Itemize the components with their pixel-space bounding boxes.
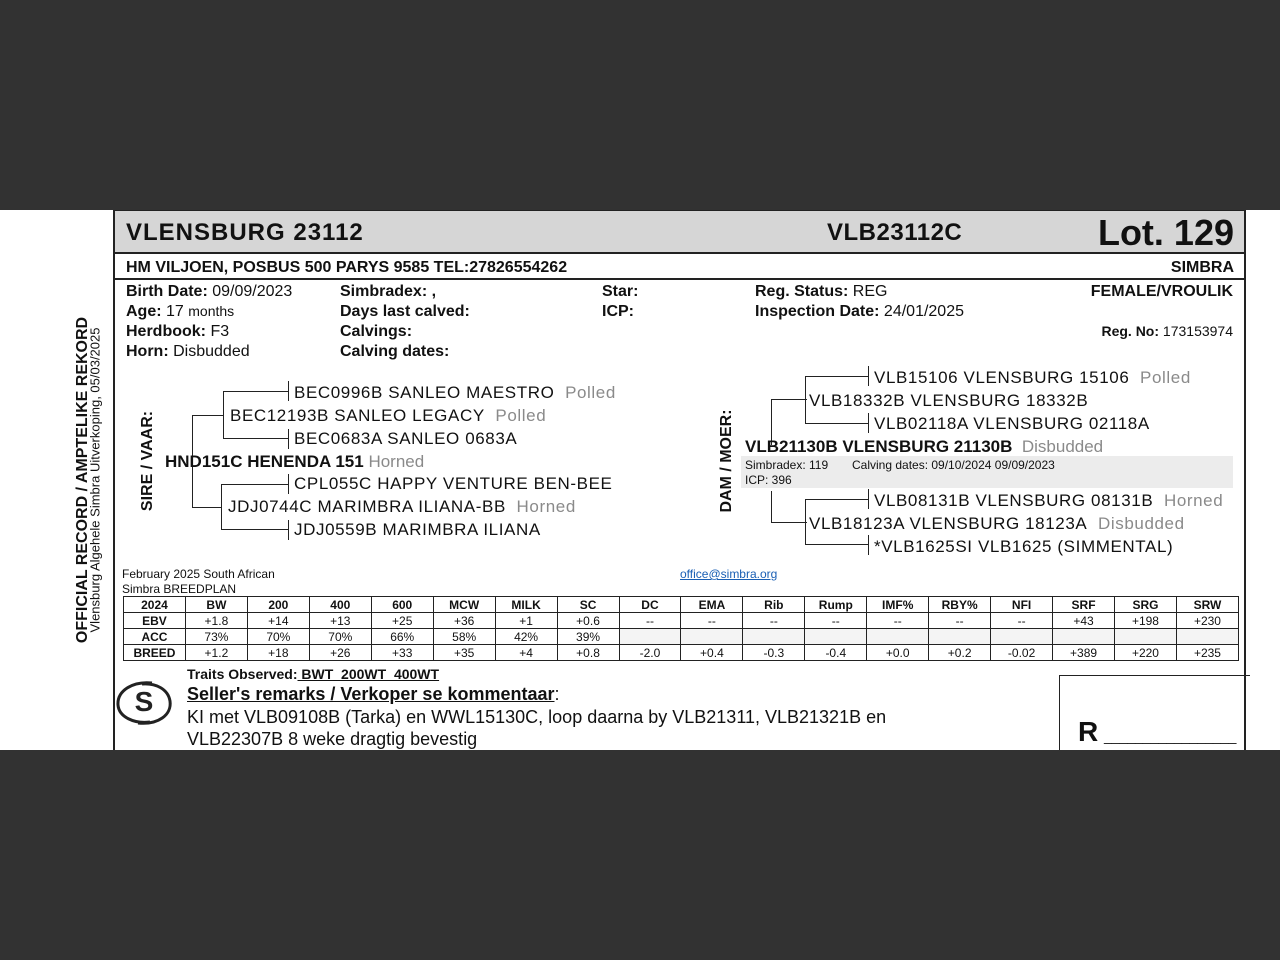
ddss-tick bbox=[868, 489, 869, 509]
calving-dates-label: Calving dates: bbox=[340, 343, 450, 360]
ebv-row bbox=[124, 613, 1239, 629]
reg-status: Reg. Status: REG bbox=[755, 283, 888, 300]
lot-card bbox=[113, 210, 1246, 750]
remarks-line1: KI met VLB09108B (Tarka) en WWL15130C, loop daarna by VLB21311, VLB21321B en bbox=[187, 707, 887, 727]
ebv-cell: 73% bbox=[185, 629, 247, 645]
lot-number: Lot. 129 bbox=[1097, 212, 1234, 253]
dsss-tick bbox=[868, 366, 869, 386]
ss-bracket-bottom bbox=[223, 438, 289, 439]
ebv-cell: -0.3 bbox=[743, 645, 805, 661]
age: Age: 17 months bbox=[126, 303, 235, 320]
ebv-cell: +43 bbox=[1053, 613, 1115, 629]
ebv-cell: +1 bbox=[495, 613, 557, 629]
sd-bracket-line bbox=[221, 484, 222, 530]
price-currency: R bbox=[1078, 716, 1099, 747]
ebv-cell: +220 bbox=[1115, 645, 1177, 661]
ebv-header-cell: MILK bbox=[495, 597, 557, 613]
ebv-header-cell: MCW bbox=[433, 597, 495, 613]
dds-bracket-line bbox=[805, 499, 806, 545]
svg-text:S: S bbox=[134, 686, 154, 717]
ss-bracket-line bbox=[223, 391, 224, 439]
ebv-cell: +0.0 bbox=[867, 645, 929, 661]
dss-bracket-top bbox=[805, 376, 869, 377]
ebv-cell bbox=[929, 629, 991, 645]
ebv-cell: -- bbox=[681, 613, 743, 629]
dam-dam-sire: VLB08131B VLENSBURG 08131B Horned bbox=[874, 491, 1224, 510]
ebv-cell: +13 bbox=[309, 613, 371, 629]
ebv-header-cell: IMF% bbox=[867, 597, 929, 613]
ss-bracket-top bbox=[223, 391, 289, 392]
ebv-cell: +0.2 bbox=[929, 645, 991, 661]
ebv-row-label: ACC bbox=[124, 629, 186, 645]
traits-observed: Traits Observed: BWT 200WT 400WT bbox=[187, 666, 440, 682]
breed-label: SIMBRA bbox=[1170, 259, 1234, 276]
dam-dam: VLB18123A VLENSBURG 18123A Disbudded bbox=[809, 514, 1185, 533]
ebv-row-label: BREED bbox=[124, 645, 186, 661]
lot-header bbox=[115, 211, 1244, 254]
ebv-cell: +35 bbox=[433, 645, 495, 661]
ebv-cell: -0.4 bbox=[805, 645, 867, 661]
sdd-tick bbox=[288, 520, 289, 540]
sire-label: SIRE / VAAR: bbox=[139, 410, 156, 512]
ebv-cell bbox=[1176, 629, 1238, 645]
ebv-cell: +1.8 bbox=[185, 613, 247, 629]
ebv-header-cell: 600 bbox=[371, 597, 433, 613]
ebv-cell: 42% bbox=[495, 629, 557, 645]
dam-sire: VLB18332B VLENSBURG 18332B bbox=[809, 391, 1089, 410]
ebv-header-cell: SC bbox=[557, 597, 619, 613]
ebv-header-cell: RBY% bbox=[929, 597, 991, 613]
sss-tick bbox=[288, 381, 289, 401]
acc-row bbox=[124, 629, 1239, 645]
ebv-cell: +33 bbox=[371, 645, 433, 661]
sire-sire-sire: BEC0996B SANLEO MAESTRO Polled bbox=[294, 383, 616, 402]
ebv-cell: +18 bbox=[247, 645, 309, 661]
ebv-cell: -- bbox=[867, 613, 929, 629]
ebv-cell bbox=[743, 629, 805, 645]
ebv-cell: +0.6 bbox=[557, 613, 619, 629]
ebv-header-cell: 2024 bbox=[124, 597, 186, 613]
ebv-cell: 70% bbox=[247, 629, 309, 645]
ebv-cell: +14 bbox=[247, 613, 309, 629]
ebv-cell bbox=[1053, 629, 1115, 645]
ebv-header-cell: EMA bbox=[681, 597, 743, 613]
sd-bracket-top bbox=[221, 484, 289, 485]
dam-label: DAM / MOER: bbox=[718, 409, 735, 513]
ds-bracket-top bbox=[771, 399, 807, 400]
inspection-date: Inspection Date: 24/01/2025 bbox=[755, 303, 964, 320]
price-box bbox=[1059, 675, 1250, 750]
dam-dam-dam: *VLB1625SI VLB1625 (SIMMENTAL) bbox=[874, 537, 1174, 556]
ebv-cell bbox=[991, 629, 1053, 645]
herdbook: Herdbook: F3 bbox=[126, 323, 230, 340]
email-link[interactable]: office@simbra.org bbox=[680, 567, 778, 581]
ebv-table bbox=[123, 596, 1239, 661]
sex-label: FEMALE/VROULIK bbox=[1090, 283, 1233, 300]
ebv-header-cell: 400 bbox=[309, 597, 371, 613]
ebv-header-cell: NFI bbox=[991, 597, 1053, 613]
calvings-label: Calvings: bbox=[340, 323, 413, 340]
ebv-cell: +235 bbox=[1176, 645, 1238, 661]
ebv-cell: 66% bbox=[371, 629, 433, 645]
sire: HND151C HENENDA 151 Horned bbox=[165, 452, 425, 471]
sire-bracket-top bbox=[192, 415, 224, 416]
ebv-cell: +0.8 bbox=[557, 645, 619, 661]
ebv-cell: -- bbox=[619, 613, 681, 629]
ebv-header-cell: Rib bbox=[743, 597, 805, 613]
ebv-header-cell: SRF bbox=[1053, 597, 1115, 613]
icp-label: ICP: bbox=[602, 303, 634, 320]
owner-bar bbox=[115, 256, 1244, 280]
ebv-cell: 70% bbox=[309, 629, 371, 645]
horn: Horn: Disbudded bbox=[126, 343, 250, 360]
sd-bracket-bottom bbox=[221, 529, 289, 530]
ebv-header-cell: SRG bbox=[1115, 597, 1177, 613]
ebv-cell: +4 bbox=[495, 645, 557, 661]
ebv-row-label: EBV bbox=[124, 613, 186, 629]
sire-dam-sire: CPL055C HAPPY VENTURE BEN-BEE bbox=[294, 474, 613, 493]
birth-date: Birth Date: 09/09/2023 bbox=[126, 283, 293, 300]
animal-code: VLB23112C bbox=[827, 219, 963, 246]
dds-bracket-top bbox=[805, 499, 869, 500]
sire-sire: BEC12193B SANLEO LEGACY Polled bbox=[230, 406, 547, 425]
dam-details bbox=[741, 456, 1233, 488]
ebv-cell: +230 bbox=[1176, 613, 1238, 629]
ebv-cell: -- bbox=[743, 613, 805, 629]
price-blank: _________________ bbox=[1104, 728, 1237, 744]
catalogue-page bbox=[0, 210, 1280, 750]
sire-bracket-bottom bbox=[192, 507, 222, 508]
ebv-header-cell: DC bbox=[619, 597, 681, 613]
official-record-label: OFFICIAL RECORD / AMPTELIKE REKORD bbox=[74, 316, 91, 644]
ssd-tick bbox=[288, 429, 289, 449]
dam-icp: ICP: 396 bbox=[745, 473, 792, 487]
ebv-cell: 58% bbox=[433, 629, 495, 645]
sire-sire-dam: BEC0683A SANLEO 0683A bbox=[294, 429, 518, 448]
ebv-cell: -- bbox=[929, 613, 991, 629]
ebv-cell: -0.02 bbox=[991, 645, 1053, 661]
breedplan-line1: February 2025 South African bbox=[122, 567, 275, 581]
sire-dam-dam: JDJ0559B MARIMBRA ILIANA bbox=[294, 520, 541, 539]
ebv-cell: +25 bbox=[371, 613, 433, 629]
ebv-cell bbox=[681, 629, 743, 645]
dss-bracket-bottom bbox=[805, 423, 869, 424]
dd-bracket-line bbox=[771, 491, 772, 523]
ebv-cell: +36 bbox=[433, 613, 495, 629]
dds-bracket-bottom bbox=[805, 544, 869, 545]
ebv-header-cell: 200 bbox=[247, 597, 309, 613]
sire-dam: JDJ0744C MARIMBRA ILIANA-BB Horned bbox=[228, 497, 576, 516]
dss-bracket-line bbox=[805, 376, 806, 424]
dam-sire-dam: VLB02118A VLENSBURG 02118A bbox=[874, 414, 1150, 433]
simbra-logo-icon bbox=[112, 677, 176, 729]
simbradex-label: Simbradex: , bbox=[340, 283, 437, 300]
ebv-header-row bbox=[124, 597, 1239, 613]
dam-sire-sire: VLB15106 VLENSBURG 15106 Polled bbox=[874, 368, 1191, 387]
ebv-cell: +0.4 bbox=[681, 645, 743, 661]
ebv-header-cell: SRW bbox=[1176, 597, 1238, 613]
dam: VLB21130B VLENSBURG 21130B Disbudded bbox=[745, 437, 1104, 456]
sds-tick bbox=[288, 474, 289, 494]
ebv-cell bbox=[1115, 629, 1177, 645]
remarks-title: Seller's remarks / Verkoper se kommentaar: bbox=[187, 684, 560, 704]
ebv-header-cell: Rump bbox=[805, 597, 867, 613]
ebv-header-cell: BW bbox=[185, 597, 247, 613]
ebv-cell: -- bbox=[805, 613, 867, 629]
breedplan-line2: Simbra BREEDPLAN bbox=[122, 582, 237, 596]
dam-simbradex: Simbradex: 119 bbox=[745, 458, 829, 472]
dam-calving-dates: Calving dates: 09/10/2024 09/09/2023 bbox=[852, 458, 1055, 472]
sale-subtitle: Vlensburg Algehele Simbra Uitverkoping, 05/03/2025 bbox=[87, 327, 103, 633]
ebv-cell: -- bbox=[991, 613, 1053, 629]
ebv-cell: +198 bbox=[1115, 613, 1177, 629]
owner-details: HM VILJOEN, POSBUS 500 PARYS 9585 TEL:27826554262 bbox=[126, 259, 568, 276]
reg-number: Reg. No: 173153974 bbox=[1101, 323, 1233, 339]
ebv-cell bbox=[805, 629, 867, 645]
ebv-cell bbox=[619, 629, 681, 645]
dssd-tick bbox=[868, 413, 869, 433]
ddd-tick bbox=[868, 535, 869, 555]
ebv-cell: +26 bbox=[309, 645, 371, 661]
ebv-cell: +1.2 bbox=[185, 645, 247, 661]
breed-row bbox=[124, 645, 1239, 661]
animal-name: VLENSBURG 23112 bbox=[126, 219, 364, 246]
ebv-cell: +389 bbox=[1053, 645, 1115, 661]
ebv-cell: 39% bbox=[557, 629, 619, 645]
star-label: Star: bbox=[602, 283, 639, 300]
dd-bracket-bottom bbox=[771, 522, 807, 523]
ebv-cell bbox=[867, 629, 929, 645]
ebv-cell: -2.0 bbox=[619, 645, 681, 661]
remarks-line2: VLB22307B 8 weke dragtig bevestig bbox=[187, 729, 478, 749]
days-last-calved-label: Days last calved: bbox=[340, 303, 470, 320]
